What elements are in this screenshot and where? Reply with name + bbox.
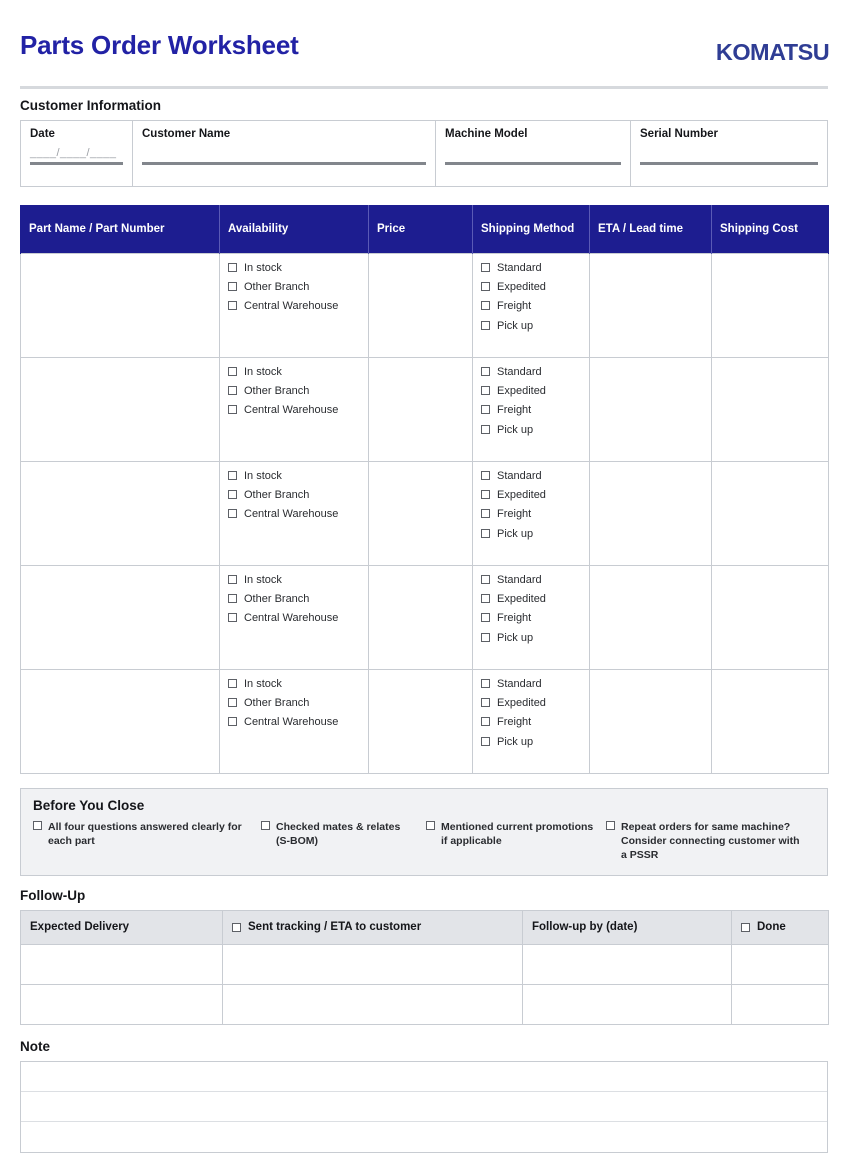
customer-information-title: Customer Information bbox=[20, 98, 162, 113]
checkbox-icon[interactable] bbox=[261, 821, 270, 830]
option-label: In stock bbox=[244, 366, 282, 378]
follow-up-column-expected-delivery bbox=[21, 910, 223, 944]
option-label: Freight bbox=[497, 612, 532, 625]
option-label: Standard bbox=[497, 262, 542, 274]
checkbox-icon[interactable] bbox=[228, 301, 237, 310]
date-slot-marks: ____/____/____ bbox=[30, 147, 117, 159]
option-central-warehouse[interactable] bbox=[228, 508, 360, 521]
option-central-warehouse[interactable] bbox=[228, 612, 360, 625]
page-title: Parts Order Worksheet bbox=[20, 30, 299, 60]
option-other-branch[interactable] bbox=[228, 697, 360, 710]
option-label: Expedited bbox=[497, 697, 546, 710]
option-label: Pick up bbox=[497, 735, 534, 748]
machine-model-field-cell[interactable] bbox=[436, 121, 631, 186]
checklist-item-repeat-orders[interactable] bbox=[606, 820, 815, 863]
follow-up-cell-2[interactable] bbox=[523, 984, 732, 1024]
checkbox-icon[interactable] bbox=[481, 529, 490, 538]
option-label: Standard bbox=[497, 366, 542, 378]
checklist-item-label: Checked mates & relates (S-BOM) bbox=[276, 821, 401, 848]
checkbox-icon[interactable] bbox=[228, 717, 237, 726]
checkbox-icon[interactable] bbox=[481, 575, 490, 584]
cell-part-name[interactable] bbox=[21, 358, 220, 462]
cell-availability bbox=[220, 670, 369, 774]
option-freight[interactable] bbox=[481, 612, 581, 625]
column-header-shipping-cost: Shipping Cost bbox=[712, 205, 829, 254]
checkbox-icon[interactable] bbox=[481, 679, 490, 688]
cell-shipping-cost[interactable] bbox=[712, 462, 829, 566]
cell-availability bbox=[220, 254, 369, 358]
cell-eta[interactable] bbox=[590, 566, 712, 670]
option-pick-up[interactable] bbox=[481, 632, 581, 645]
column-header-price: Price bbox=[369, 205, 473, 254]
option-label: Other Branch bbox=[244, 489, 310, 502]
option-central-warehouse[interactable] bbox=[228, 404, 360, 417]
table-row bbox=[21, 566, 829, 670]
option-standard[interactable] bbox=[481, 262, 581, 275]
parts-table-body bbox=[21, 254, 829, 774]
checkbox-icon[interactable] bbox=[481, 301, 490, 310]
checkbox-icon[interactable] bbox=[481, 717, 490, 726]
option-label: Freight bbox=[497, 300, 532, 313]
option-expedited[interactable] bbox=[481, 281, 581, 294]
checkbox-icon[interactable] bbox=[481, 321, 490, 330]
option-label: Central Warehouse bbox=[244, 716, 339, 729]
table-row bbox=[21, 358, 829, 462]
customer-information-grid bbox=[20, 120, 828, 187]
option-label: Standard bbox=[497, 574, 542, 586]
option-freight[interactable] bbox=[481, 716, 581, 729]
cell-part-name[interactable] bbox=[21, 462, 220, 566]
checkbox-icon[interactable] bbox=[228, 263, 237, 272]
follow-up-cell-3[interactable] bbox=[732, 944, 829, 984]
option-standard[interactable] bbox=[481, 470, 581, 483]
option-standard[interactable] bbox=[481, 574, 581, 587]
option-expedited[interactable] bbox=[481, 697, 581, 710]
option-label: Freight bbox=[497, 508, 532, 521]
checkbox-icon[interactable] bbox=[481, 737, 490, 746]
serial-number-label: Serial Number bbox=[640, 128, 718, 140]
cell-price[interactable] bbox=[369, 670, 473, 774]
cell-shipping-method bbox=[473, 670, 590, 774]
option-pick-up[interactable] bbox=[481, 736, 581, 749]
checkbox-icon[interactable] bbox=[741, 923, 750, 932]
customer-name-field-cell[interactable] bbox=[133, 121, 436, 186]
follow-up-cell-0[interactable] bbox=[21, 984, 223, 1024]
checkbox-icon[interactable] bbox=[481, 490, 490, 499]
note-line[interactable] bbox=[21, 1092, 827, 1122]
checkbox-icon[interactable] bbox=[606, 821, 615, 830]
option-expedited[interactable] bbox=[481, 489, 581, 502]
before-you-close-panel bbox=[20, 788, 828, 876]
note-line[interactable] bbox=[21, 1062, 827, 1092]
checkbox-icon[interactable] bbox=[481, 613, 490, 622]
parts-order-table bbox=[20, 205, 829, 774]
before-you-close-items bbox=[33, 820, 815, 863]
machine-model-write-line bbox=[445, 162, 621, 165]
option-pick-up[interactable] bbox=[481, 424, 581, 437]
checkbox-icon[interactable] bbox=[481, 263, 490, 272]
checklist-item-mates-relates[interactable] bbox=[261, 820, 426, 848]
option-label: Pick up bbox=[497, 527, 534, 540]
checkbox-icon[interactable] bbox=[228, 386, 237, 395]
column-header-eta: ETA / Lead time bbox=[590, 205, 712, 254]
follow-up-title: Follow-Up bbox=[20, 887, 86, 903]
cell-shipping-cost[interactable] bbox=[712, 566, 829, 670]
cell-eta[interactable] bbox=[590, 254, 712, 358]
checkbox-icon[interactable] bbox=[481, 594, 490, 603]
cell-price[interactable] bbox=[369, 358, 473, 462]
option-freight[interactable] bbox=[481, 404, 581, 417]
column-header-part-name: Part Name / Part Number bbox=[21, 205, 220, 254]
checkbox-icon[interactable] bbox=[481, 509, 490, 518]
option-standard[interactable] bbox=[481, 678, 581, 691]
before-you-close-title: Before You Close bbox=[33, 798, 145, 813]
option-standard[interactable] bbox=[481, 366, 581, 379]
cell-shipping-method bbox=[473, 462, 590, 566]
follow-up-row bbox=[21, 944, 829, 984]
note-line[interactable] bbox=[21, 1122, 827, 1152]
checkbox-icon[interactable] bbox=[228, 405, 237, 414]
follow-up-column-sent-tracking[interactable] bbox=[223, 910, 523, 944]
option-label: In stock bbox=[244, 262, 282, 274]
follow-up-column-label: Expected Delivery bbox=[30, 921, 130, 934]
checklist-item-label: Repeat orders for same machine? Consider connecting customer with a PSSR bbox=[621, 821, 800, 862]
option-pick-up[interactable] bbox=[481, 320, 581, 333]
follow-up-column-follow-up-by bbox=[523, 910, 732, 944]
option-label: In stock bbox=[244, 678, 282, 690]
option-label: Other Branch bbox=[244, 697, 310, 710]
option-label: In stock bbox=[244, 574, 282, 586]
checkbox-icon[interactable] bbox=[426, 821, 435, 830]
note-title: Note bbox=[20, 1038, 50, 1054]
follow-up-column-done[interactable] bbox=[732, 910, 829, 944]
checklist-item-label: Mentioned current promotions if applicable bbox=[441, 821, 594, 848]
checkbox-icon[interactable] bbox=[228, 367, 237, 376]
follow-up-cell-1[interactable] bbox=[223, 944, 523, 984]
option-expedited[interactable] bbox=[481, 385, 581, 398]
option-in-stock[interactable] bbox=[228, 470, 360, 483]
parts-table-header-row bbox=[21, 205, 829, 254]
option-label: Central Warehouse bbox=[244, 612, 339, 625]
checkbox-icon[interactable] bbox=[481, 471, 490, 480]
option-other-branch[interactable] bbox=[228, 281, 360, 294]
option-central-warehouse[interactable] bbox=[228, 300, 360, 313]
checkbox-icon[interactable] bbox=[481, 405, 490, 414]
cell-eta[interactable] bbox=[590, 670, 712, 774]
follow-up-cell-3[interactable] bbox=[732, 984, 829, 1024]
date-field-cell[interactable] bbox=[21, 121, 133, 186]
machine-model-label: Machine Model bbox=[445, 128, 528, 140]
cell-shipping-method bbox=[473, 566, 590, 670]
follow-up-row bbox=[21, 984, 829, 1024]
checkbox-icon[interactable] bbox=[228, 613, 237, 622]
option-label: Other Branch bbox=[244, 385, 310, 398]
cell-shipping-cost[interactable] bbox=[712, 254, 829, 358]
customer-name-write-line bbox=[142, 162, 426, 165]
column-header-availability: Availability bbox=[220, 205, 369, 254]
option-label: Pick up bbox=[497, 319, 534, 332]
option-label: Other Branch bbox=[244, 593, 310, 606]
option-central-warehouse[interactable] bbox=[228, 716, 360, 729]
option-pick-up[interactable] bbox=[481, 528, 581, 541]
option-label: Expedited bbox=[497, 281, 546, 294]
option-label: In stock bbox=[244, 470, 282, 482]
checkbox-icon[interactable] bbox=[228, 575, 237, 584]
checkbox-icon[interactable] bbox=[481, 282, 490, 291]
checkbox-icon[interactable] bbox=[228, 471, 237, 480]
table-row bbox=[21, 462, 829, 566]
option-other-branch[interactable] bbox=[228, 385, 360, 398]
option-in-stock[interactable] bbox=[228, 262, 360, 275]
cell-price[interactable] bbox=[369, 254, 473, 358]
cell-price[interactable] bbox=[369, 462, 473, 566]
checkbox-icon[interactable] bbox=[481, 425, 490, 434]
column-header-shipping-method: Shipping Method bbox=[473, 205, 590, 254]
option-label: Standard bbox=[497, 470, 542, 482]
cell-part-name[interactable] bbox=[21, 566, 220, 670]
option-label: Standard bbox=[497, 678, 542, 690]
option-label: Central Warehouse bbox=[244, 508, 339, 521]
checkbox-icon[interactable] bbox=[481, 386, 490, 395]
checkbox-icon[interactable] bbox=[228, 698, 237, 707]
cell-price[interactable] bbox=[369, 566, 473, 670]
cell-availability bbox=[220, 566, 369, 670]
checklist-item-label: All four questions answered clearly for each part bbox=[48, 821, 242, 848]
option-label: Central Warehouse bbox=[244, 404, 339, 417]
follow-up-column-label: Follow-up by (date) bbox=[532, 921, 638, 934]
option-label: Expedited bbox=[497, 489, 546, 502]
date-label: Date bbox=[30, 128, 55, 140]
option-label: Central Warehouse bbox=[244, 300, 339, 313]
checkbox-icon[interactable] bbox=[228, 679, 237, 688]
option-freight[interactable] bbox=[481, 300, 581, 313]
option-label: Expedited bbox=[497, 593, 546, 606]
option-in-stock[interactable] bbox=[228, 574, 360, 587]
checkbox-icon[interactable] bbox=[228, 509, 237, 518]
serial-number-write-line bbox=[640, 162, 818, 165]
option-in-stock[interactable] bbox=[228, 366, 360, 379]
option-freight[interactable] bbox=[481, 508, 581, 521]
page-header bbox=[20, 0, 828, 64]
komatsu-logo: KOMATSU bbox=[715, 39, 830, 65]
option-other-branch[interactable] bbox=[228, 489, 360, 502]
option-label: Pick up bbox=[497, 631, 534, 644]
checkbox-icon[interactable] bbox=[232, 923, 241, 932]
checkbox-icon[interactable] bbox=[228, 594, 237, 603]
option-label: Pick up bbox=[497, 423, 534, 436]
cell-part-name[interactable] bbox=[21, 670, 220, 774]
option-label: Expedited bbox=[497, 385, 546, 398]
option-in-stock[interactable] bbox=[228, 678, 360, 691]
table-row bbox=[21, 670, 829, 774]
table-row bbox=[21, 254, 829, 358]
checkbox-icon[interactable] bbox=[228, 490, 237, 499]
option-other-branch[interactable] bbox=[228, 593, 360, 606]
cell-eta[interactable] bbox=[590, 358, 712, 462]
checkbox-icon[interactable] bbox=[481, 367, 490, 376]
option-expedited[interactable] bbox=[481, 593, 581, 606]
customer-name-label: Customer Name bbox=[142, 128, 231, 140]
date-write-line bbox=[30, 162, 123, 165]
checkbox-icon[interactable] bbox=[481, 698, 490, 707]
option-label: Other Branch bbox=[244, 281, 310, 294]
cell-availability bbox=[220, 462, 369, 566]
cell-shipping-method bbox=[473, 358, 590, 462]
note-box[interactable] bbox=[20, 1061, 828, 1153]
checkbox-icon[interactable] bbox=[33, 821, 42, 830]
header-divider bbox=[20, 86, 828, 89]
follow-up-table bbox=[20, 910, 829, 1025]
checkbox-icon[interactable] bbox=[228, 282, 237, 291]
option-label: Freight bbox=[497, 404, 532, 417]
cell-shipping-method bbox=[473, 254, 590, 358]
cell-shipping-cost[interactable] bbox=[712, 358, 829, 462]
follow-up-cell-0[interactable] bbox=[21, 944, 223, 984]
cell-shipping-cost[interactable] bbox=[712, 670, 829, 774]
checklist-item-promotions[interactable] bbox=[426, 820, 606, 848]
checklist-item-all-questions[interactable] bbox=[33, 820, 261, 848]
cell-part-name[interactable] bbox=[21, 254, 220, 358]
option-label: Freight bbox=[497, 716, 532, 729]
follow-up-column-label: Done bbox=[757, 921, 786, 934]
cell-eta[interactable] bbox=[590, 462, 712, 566]
cell-availability bbox=[220, 358, 369, 462]
follow-up-column-label: Sent tracking / ETA to customer bbox=[248, 921, 422, 934]
follow-up-table-body bbox=[21, 944, 829, 1024]
serial-number-field-cell[interactable] bbox=[631, 121, 827, 186]
checkbox-icon[interactable] bbox=[481, 633, 490, 642]
follow-up-cell-2[interactable] bbox=[523, 944, 732, 984]
follow-up-header-row bbox=[21, 910, 829, 944]
follow-up-cell-1[interactable] bbox=[223, 984, 523, 1024]
